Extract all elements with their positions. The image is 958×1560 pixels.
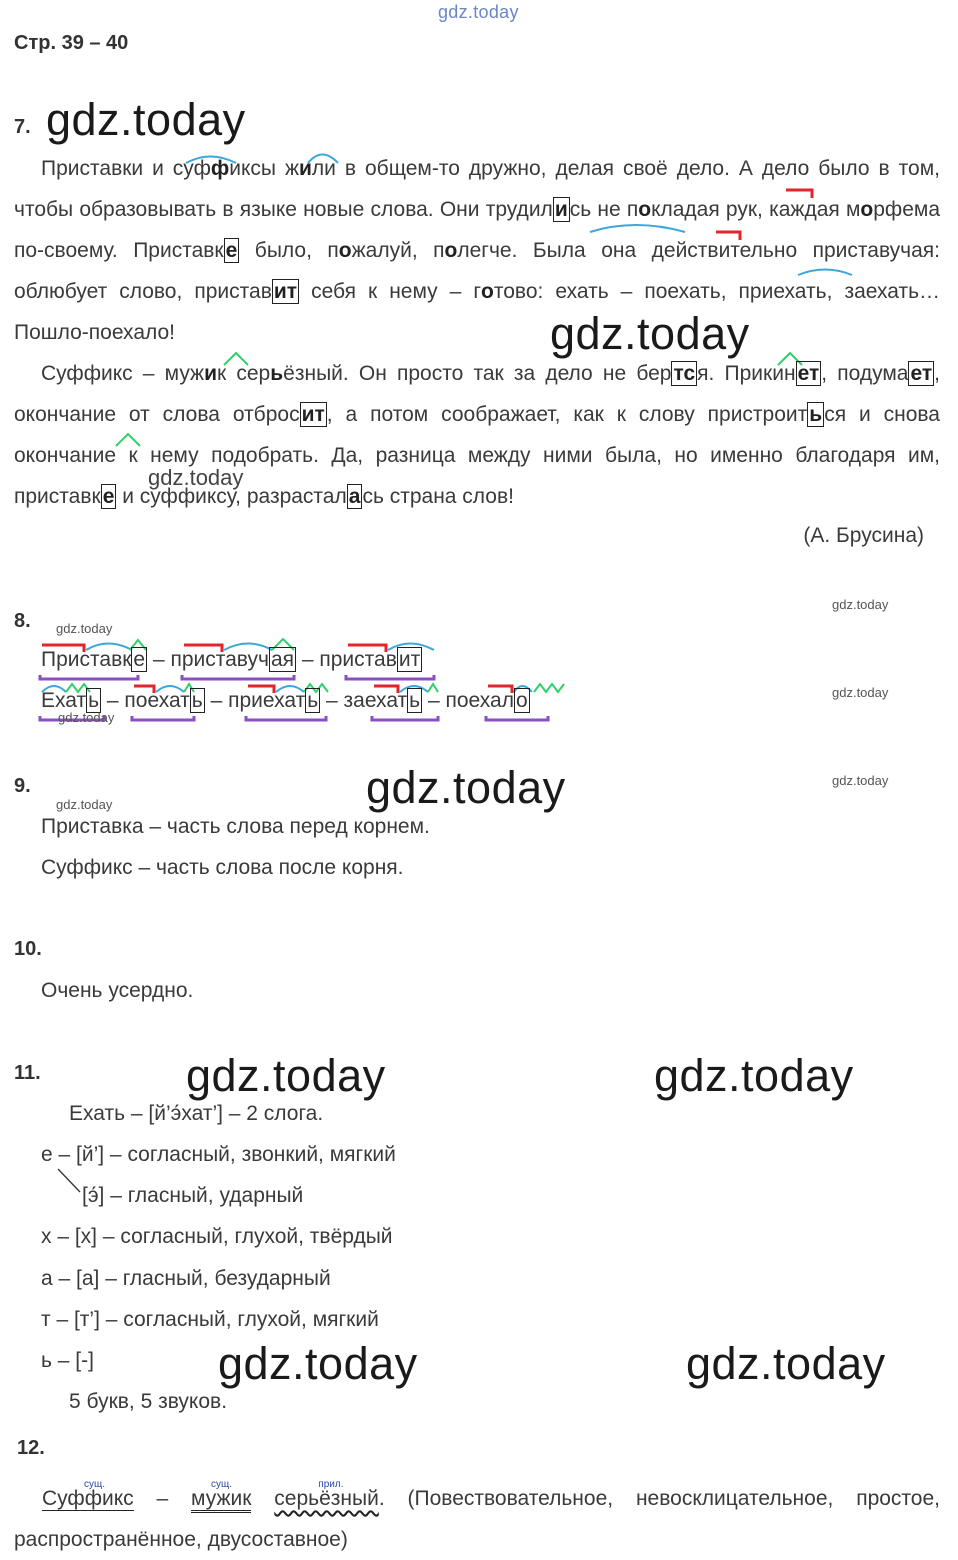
watermark: gdz.today [832, 597, 889, 612]
ending-box: ь [307, 689, 319, 712]
branch-line [54, 1166, 84, 1196]
task-8-number: 8. [14, 610, 31, 632]
ending-box: и [554, 198, 568, 221]
watermark: gdz.today [832, 773, 889, 788]
task-11-row: ь – [-] [41, 1349, 94, 1372]
stem-bracket [246, 716, 326, 720]
task-11-row: [э́] – гласный, ударный [82, 1184, 304, 1207]
suffix-mark [534, 684, 564, 692]
task-11-summary: 5 букв, 5 звуков. [69, 1390, 228, 1413]
ending-box: ь [409, 689, 421, 712]
word-stem: заехат [343, 689, 408, 712]
task-11-row: х – [х] – согласный, глухой, твёрдый [41, 1225, 393, 1248]
task-11-number: 11. [14, 1062, 41, 1084]
watermark: gdz.today [832, 685, 889, 700]
subject-word: Суффикс [42, 1487, 134, 1510]
ending-box: ит [273, 280, 298, 303]
watermark: gdz.today [686, 1338, 886, 1389]
ending-box: о [515, 689, 528, 712]
task-7-number: 7. [14, 116, 31, 138]
task-7-paragraph-1: Приставки и суффиксы жили в общем-то дружно, делая своё дело. А дело было в том, чтобы образовывать в языке новые слова. Они трудились не покладая рук, каждая морфема по-своему. Приставке было, пожалуй, полегче. Была она действительно приставучая: облюбует слово, приставит себя к нему – готово: ехать – поехать, приехать, заехать… Пошло-поехало! [14, 157, 941, 344]
watermark: gdz.today [186, 1050, 386, 1101]
ending-box: ь [88, 689, 100, 712]
word-stem: пристав [319, 648, 397, 671]
page-label: Стр. 39 – 40 [14, 32, 129, 54]
ending-box: ет [910, 362, 933, 385]
watermark: gdz.today [46, 94, 246, 145]
ending-box: е [102, 485, 115, 508]
task-12-number: 12. [17, 1437, 45, 1459]
task-10-line-1: Очень усердно. [41, 979, 194, 1002]
morpheme-marks-task8 [0, 630, 958, 730]
ending-box: ая [270, 648, 295, 671]
task-7-author: (А. Брусина) [803, 524, 924, 547]
watermark: gdz.today [148, 465, 244, 490]
word-stem: поехат [124, 689, 190, 712]
task-9-line-2: Суффикс – часть слова после корня. [41, 856, 404, 879]
task-8-row-1: Приставке – приставучая – приставит [41, 648, 421, 671]
stem-bracket [132, 716, 194, 720]
task-10-number: 10. [14, 938, 42, 960]
predicate-word: мужик [191, 1487, 251, 1513]
watermark: gdz.today [56, 797, 113, 812]
stem-bracket [372, 716, 438, 720]
stem-bracket [486, 716, 548, 720]
pos-tag: сущ. [84, 1479, 106, 1490]
ending-box: ет [797, 362, 820, 385]
task-11-header: Ехать – [й’э́хат’] – 2 слога. [69, 1102, 324, 1125]
ending-box: е [225, 239, 238, 262]
ending-box: а [348, 485, 361, 508]
stem-bracket [182, 675, 294, 679]
task-8-row-2: Ехать – поехать – приехать – заехать – поехало [41, 689, 528, 712]
attribute-word: серьёзный [274, 1487, 379, 1510]
ending-box: тс [673, 362, 696, 385]
ending-box: е [133, 648, 146, 671]
word-stem: Приставк [41, 648, 132, 671]
watermark: gdz.today [550, 308, 750, 359]
task-9-line-1: Приставка – часть слова перед корнем. [41, 815, 430, 838]
word-stem: приехат [228, 689, 306, 712]
task-11-row: е – [й’] – согласный, звонкий, мягкий [41, 1143, 396, 1166]
task-7-paragraph-2: Суффикс – мужик серьёзный. Он просто так за дело не бертся. Прикинет, подумает, окончание от слова отбросит, а потом соображает, как к слову пристроиться и снова окончание к нему подобрать. Да, разница между ними была, но именно благодаря им, приставке и суффиксу, разрасталась страна слов! [14, 362, 941, 508]
word-stem: Ехат [41, 689, 87, 712]
word-stem: приставуч [170, 648, 269, 671]
ending-box: ит [398, 648, 421, 671]
ending-box: ит [301, 403, 325, 426]
pos-tag: прил. [318, 1479, 344, 1490]
watermark: gdz.today [218, 1338, 418, 1389]
watermark: gdz.today [654, 1050, 854, 1101]
word-stem: поехал [445, 689, 514, 712]
stem-bracket [40, 675, 138, 679]
ending-box: ь [191, 689, 203, 712]
task-12-sentence: сущ. Суффикс – сущ. мужик прил. серьёзный. (Повествовательное, невосклицательное, простое, распространённое, двусоставное) [14, 1478, 940, 1560]
pos-tag: сущ. [211, 1479, 233, 1490]
task-11-row: т – [т’] – согласный, глухой, мягкий [41, 1308, 379, 1331]
task-11-row: а – [а] – гласный, безударный [41, 1267, 331, 1290]
watermark: gdz.today [56, 621, 113, 636]
watermark: gdz.today [366, 762, 566, 813]
task-9-number: 9. [14, 775, 31, 797]
stem-bracket [346, 675, 434, 679]
ending-box: ь [809, 403, 823, 426]
watermark-top: gdz.today [438, 2, 519, 22]
watermark: gdz.today [58, 710, 115, 725]
